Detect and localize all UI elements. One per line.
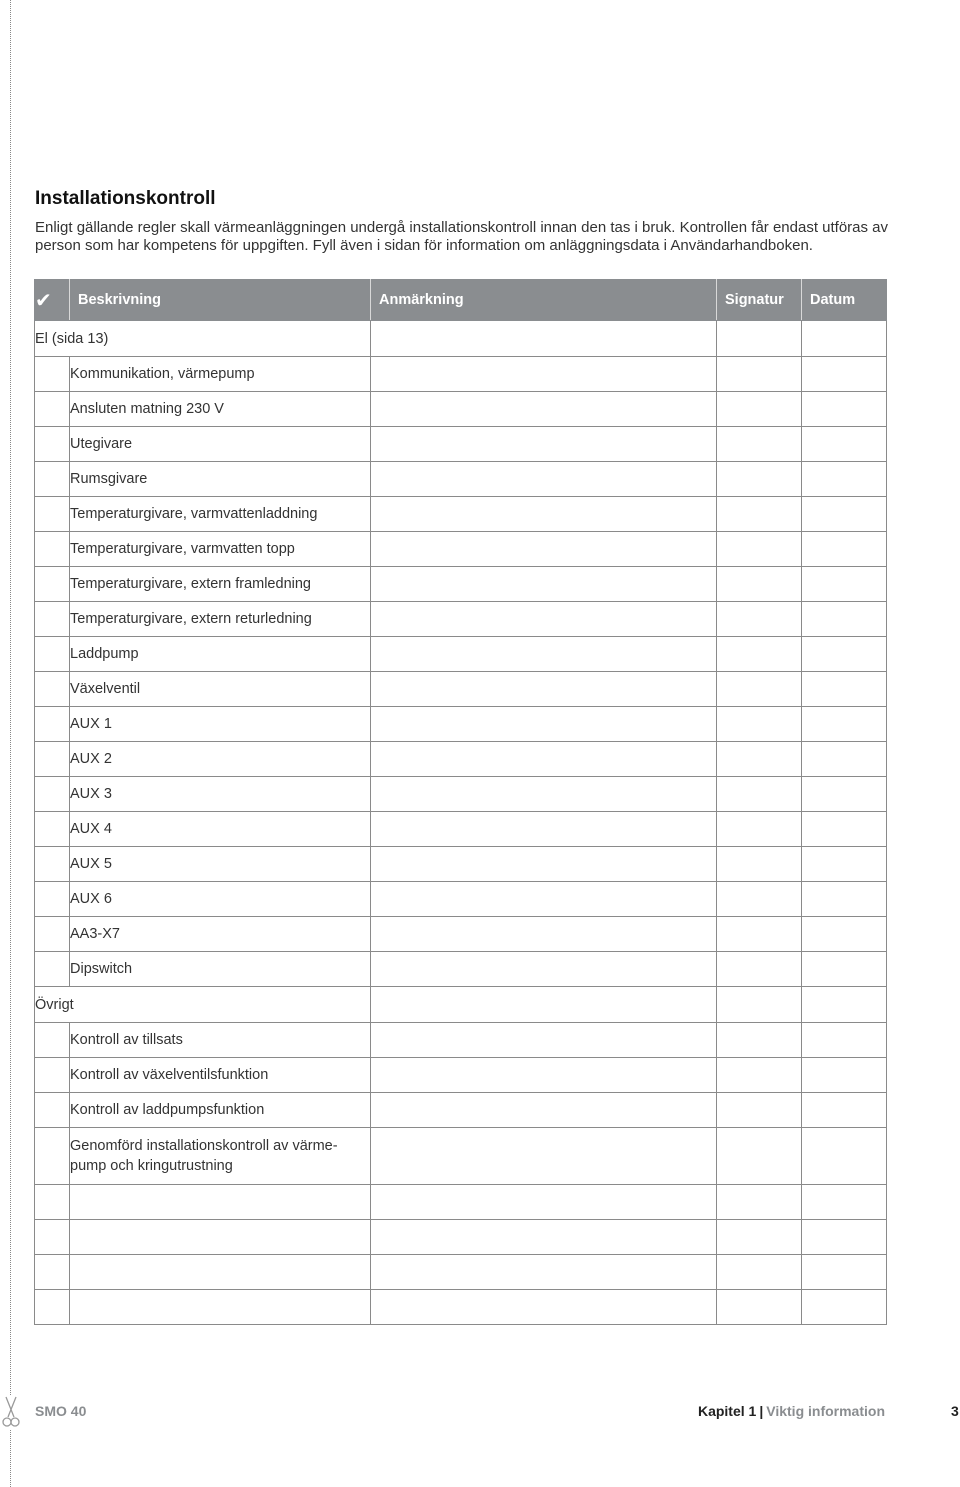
remark-cell[interactable]: [371, 567, 717, 602]
checkbox-cell[interactable]: [35, 777, 70, 812]
item-label: Genomförd installationskontroll av värme- pump och kringutrustning: [70, 1128, 371, 1185]
table-row: [35, 1093, 887, 1128]
table-row: [35, 1128, 887, 1185]
date-cell[interactable]: [802, 1093, 887, 1128]
item-label: Ansluten matning 230 V: [70, 392, 371, 427]
signature-cell[interactable]: [717, 1185, 802, 1220]
remark-cell[interactable]: [371, 1023, 717, 1058]
date-cell[interactable]: [802, 952, 887, 987]
checkbox-cell[interactable]: [35, 427, 70, 462]
checkbox-cell[interactable]: [35, 1023, 70, 1058]
item-label: AA3-X7: [70, 917, 371, 952]
date-cell[interactable]: [802, 742, 887, 777]
date-cell[interactable]: [802, 1220, 887, 1255]
remark-cell[interactable]: [371, 742, 717, 777]
remark-cell[interactable]: [371, 812, 717, 847]
item-label: Kontroll av växelventilsfunktion: [70, 1058, 371, 1093]
item-label: Temperaturgivare, extern framledning: [70, 567, 371, 602]
table-row: [35, 847, 887, 882]
checkbox-cell[interactable]: [35, 742, 70, 777]
item-label: Temperaturgivare, extern returledning: [70, 602, 371, 637]
signature-cell[interactable]: [717, 987, 802, 1023]
checkbox-cell[interactable]: [35, 1220, 70, 1255]
header-date: Datum: [802, 280, 887, 321]
table-row: [35, 462, 887, 497]
item-label: AUX 5: [70, 847, 371, 882]
remark-cell[interactable]: [371, 1128, 717, 1185]
table-row: [35, 777, 887, 812]
signature-cell[interactable]: [717, 812, 802, 847]
remark-cell[interactable]: [371, 882, 717, 917]
table-row: [35, 672, 887, 707]
checkbox-cell[interactable]: [35, 1058, 70, 1093]
table-row: [35, 637, 887, 672]
remark-cell[interactable]: [371, 427, 717, 462]
table-row: [35, 742, 887, 777]
blank-row: [35, 1290, 887, 1325]
item-label: Temperaturgivare, varmvatten topp: [70, 532, 371, 567]
remark-cell[interactable]: [371, 707, 717, 742]
page-title: Installationskontroll: [35, 188, 216, 209]
cut-line: [10, 0, 11, 1487]
installation-checklist-table: [34, 279, 887, 1325]
table-row: [35, 427, 887, 462]
signature-cell[interactable]: [717, 532, 802, 567]
date-cell[interactable]: [802, 497, 887, 532]
signature-cell[interactable]: [717, 1290, 802, 1325]
checkbox-cell[interactable]: [35, 567, 70, 602]
item-label: AUX 1: [70, 707, 371, 742]
table-row: [35, 707, 887, 742]
date-cell[interactable]: [802, 812, 887, 847]
signature-cell[interactable]: [717, 602, 802, 637]
date-cell[interactable]: [802, 392, 887, 427]
header-remark: Anmärkning: [371, 280, 717, 321]
signature-cell[interactable]: [717, 567, 802, 602]
table-row: [35, 1058, 887, 1093]
remark-cell[interactable]: [371, 532, 717, 567]
checkbox-cell[interactable]: [35, 1093, 70, 1128]
checkbox-cell[interactable]: [35, 707, 70, 742]
checkbox-cell[interactable]: [35, 462, 70, 497]
remark-cell[interactable]: [371, 917, 717, 952]
table-header-row: [35, 280, 887, 321]
signature-cell[interactable]: [717, 462, 802, 497]
checkbox-cell[interactable]: [35, 882, 70, 917]
remark-cell[interactable]: [371, 1220, 717, 1255]
header-description: Beskrivning: [70, 280, 371, 321]
date-cell[interactable]: [802, 917, 887, 952]
remark-cell[interactable]: [371, 462, 717, 497]
table-row: [35, 602, 887, 637]
table-row: [35, 917, 887, 952]
date-cell[interactable]: [802, 637, 887, 672]
remark-cell[interactable]: [371, 392, 717, 427]
intro-paragraph: Enligt gällande regler skall värmeanläggningen undergå installationskontroll innan den tas i bruk. Kontrollen får endast utföras av person som har kompetens för uppgiften. Fyll även i sidan för information om anläggningsdata i Användarhandboken.: [35, 219, 889, 254]
remark-cell[interactable]: [371, 602, 717, 637]
remark-cell[interactable]: [371, 321, 717, 357]
checkbox-cell[interactable]: [35, 602, 70, 637]
table-row: [35, 952, 887, 987]
table-row: [35, 812, 887, 847]
signature-cell[interactable]: [717, 1255, 802, 1290]
remark-cell[interactable]: [371, 1255, 717, 1290]
scissors-icon: [1, 1395, 21, 1429]
date-cell[interactable]: [802, 777, 887, 812]
check-icon: ✔: [35, 280, 70, 321]
item-label: Utegivare: [70, 427, 371, 462]
signature-cell[interactable]: [717, 1220, 802, 1255]
checkbox-cell[interactable]: [35, 812, 70, 847]
date-cell[interactable]: [802, 1128, 887, 1185]
section-row-el: [35, 321, 887, 357]
signature-cell[interactable]: [717, 882, 802, 917]
signature-cell[interactable]: [717, 707, 802, 742]
signature-cell[interactable]: [717, 742, 802, 777]
remark-cell[interactable]: [371, 497, 717, 532]
checkbox-cell[interactable]: [35, 1185, 70, 1220]
remark-cell[interactable]: [371, 1290, 717, 1325]
section-label-other: Övrigt: [35, 987, 371, 1023]
blank-description-cell[interactable]: [70, 1185, 371, 1220]
checkbox-cell[interactable]: [35, 532, 70, 567]
checkbox-cell[interactable]: [35, 917, 70, 952]
signature-cell[interactable]: [717, 1023, 802, 1058]
date-cell[interactable]: [802, 1255, 887, 1290]
table-row: [35, 532, 887, 567]
signature-cell[interactable]: [717, 497, 802, 532]
checkbox-cell[interactable]: [35, 497, 70, 532]
signature-cell[interactable]: [717, 777, 802, 812]
remark-cell[interactable]: [371, 952, 717, 987]
remark-cell[interactable]: [371, 1185, 717, 1220]
blank-row: [35, 1185, 887, 1220]
section-label-el: El (sida 13): [35, 321, 371, 357]
remark-cell[interactable]: [371, 357, 717, 392]
remark-cell[interactable]: [371, 1058, 717, 1093]
date-cell[interactable]: [802, 707, 887, 742]
signature-cell[interactable]: [717, 917, 802, 952]
signature-cell[interactable]: [717, 672, 802, 707]
footer-separator: |: [759, 1403, 764, 1419]
table-row: [35, 1023, 887, 1058]
date-cell[interactable]: [802, 1023, 887, 1058]
remark-cell[interactable]: [371, 777, 717, 812]
section-row-other: [35, 987, 887, 1023]
checkbox-cell[interactable]: [35, 1128, 70, 1185]
date-cell[interactable]: [802, 1185, 887, 1220]
date-cell[interactable]: [802, 567, 887, 602]
checkbox-cell[interactable]: [35, 952, 70, 987]
item-label: AUX 4: [70, 812, 371, 847]
signature-cell[interactable]: [717, 1128, 802, 1185]
date-cell[interactable]: [802, 357, 887, 392]
checkbox-cell[interactable]: [35, 637, 70, 672]
item-label: Rumsgivare: [70, 462, 371, 497]
date-cell[interactable]: [802, 602, 887, 637]
item-label: Temperaturgivare, varmvattenladdning: [70, 497, 371, 532]
header-signature: Signatur: [717, 280, 802, 321]
table-row: [35, 497, 887, 532]
date-cell[interactable]: [802, 532, 887, 567]
date-cell[interactable]: [802, 847, 887, 882]
blank-description-cell[interactable]: [70, 1290, 371, 1325]
checkbox-cell[interactable]: [35, 357, 70, 392]
item-label: Laddpump: [70, 637, 371, 672]
signature-cell[interactable]: [717, 847, 802, 882]
signature-cell[interactable]: [717, 392, 802, 427]
date-cell[interactable]: [802, 462, 887, 497]
signature-cell[interactable]: [717, 321, 802, 357]
table-row: [35, 392, 887, 427]
footer-chapter-label: Kapitel 1: [697, 1403, 757, 1419]
remark-cell[interactable]: [371, 1093, 717, 1128]
footer-product: SMO 40: [35, 1403, 87, 1419]
footer-chapter: [698, 1403, 885, 1419]
checkbox-cell[interactable]: [35, 847, 70, 882]
table-row: [35, 882, 887, 917]
table-row: [35, 357, 887, 392]
checkbox-cell[interactable]: [35, 1290, 70, 1325]
date-cell[interactable]: [802, 672, 887, 707]
blank-description-cell[interactable]: [70, 1220, 371, 1255]
date-cell[interactable]: [802, 1058, 887, 1093]
date-cell[interactable]: [802, 987, 887, 1023]
date-cell[interactable]: [802, 1290, 887, 1325]
remark-cell[interactable]: [371, 987, 717, 1023]
signature-cell[interactable]: [717, 357, 802, 392]
signature-cell[interactable]: [717, 1093, 802, 1128]
date-cell[interactable]: [802, 427, 887, 462]
date-cell[interactable]: [802, 321, 887, 357]
item-label: Växelventil: [70, 672, 371, 707]
item-label: Dipswitch: [70, 952, 371, 987]
remark-cell[interactable]: [371, 847, 717, 882]
blank-description-cell[interactable]: [70, 1255, 371, 1290]
item-label: Kontroll av tillsats: [70, 1023, 371, 1058]
blank-row: [35, 1255, 887, 1290]
blank-row: [35, 1220, 887, 1255]
remark-cell[interactable]: [371, 637, 717, 672]
signature-cell[interactable]: [717, 427, 802, 462]
item-label: AUX 2: [70, 742, 371, 777]
item-label: Kommunikation, värmepump: [70, 357, 371, 392]
checkbox-cell[interactable]: [35, 1255, 70, 1290]
signature-cell[interactable]: [717, 637, 802, 672]
footer-chapter-title: Viktig information: [766, 1403, 885, 1419]
checkbox-cell[interactable]: [35, 392, 70, 427]
item-label: AUX 6: [70, 882, 371, 917]
table-row: [35, 567, 887, 602]
date-cell[interactable]: [802, 882, 887, 917]
item-label: AUX 3: [70, 777, 371, 812]
signature-cell[interactable]: [717, 952, 802, 987]
remark-cell[interactable]: [371, 672, 717, 707]
page-number: 3: [951, 1403, 959, 1419]
item-label: Kontroll av laddpumpsfunktion: [70, 1093, 371, 1128]
checkbox-cell[interactable]: [35, 672, 70, 707]
signature-cell[interactable]: [717, 1058, 802, 1093]
